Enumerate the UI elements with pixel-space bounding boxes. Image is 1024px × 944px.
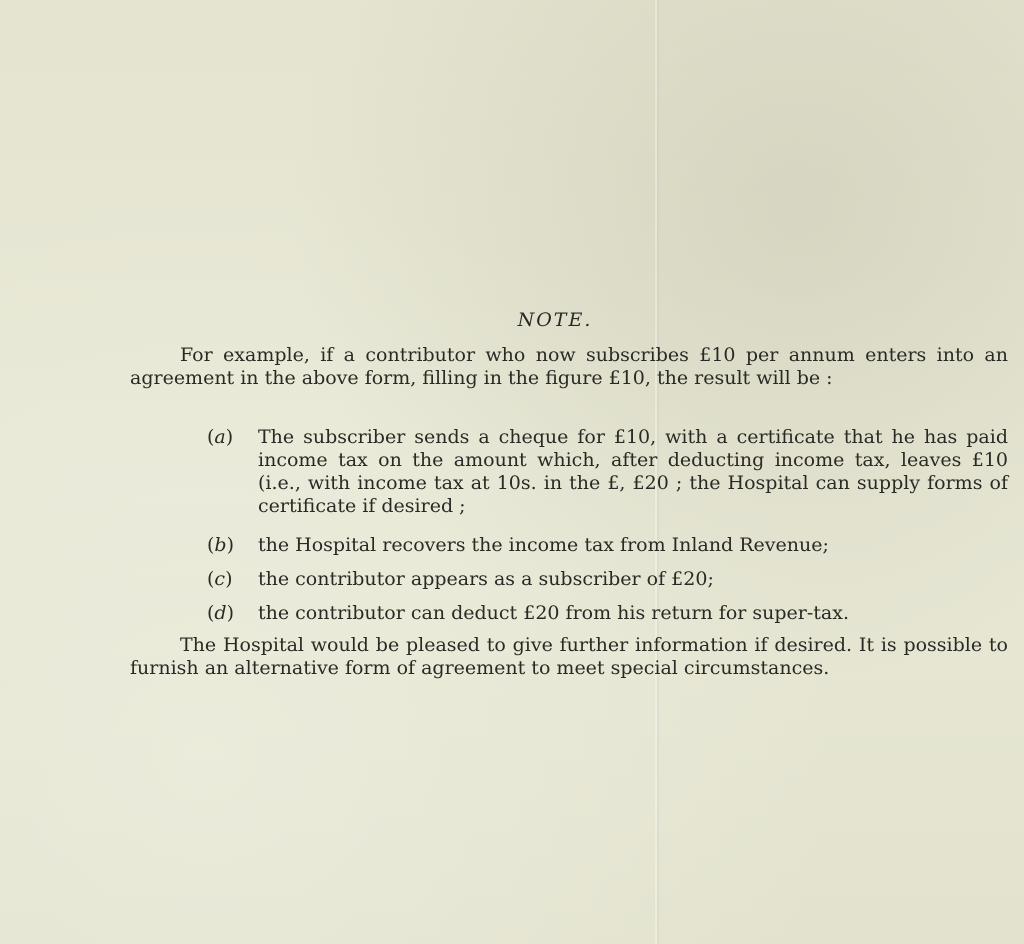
list-item-marker: (a) bbox=[207, 426, 234, 448]
list-item-marker: (d) bbox=[207, 602, 235, 624]
note-title: NOTE. bbox=[517, 309, 593, 331]
list-item-text: the contributor can deduct £20 from his return for super-tax. bbox=[258, 602, 850, 624]
list-item-text: the Hospital recovers the income tax from Inland Revenue; bbox=[258, 534, 829, 556]
list-item-b bbox=[207, 534, 1008, 557]
list-item-marker: (c) bbox=[207, 568, 233, 590]
list-item-text: the contributor appears as a subscriber of £20; bbox=[258, 568, 714, 590]
list-item-a bbox=[207, 426, 1008, 518]
list-item-marker: (b) bbox=[207, 534, 235, 556]
closing-paragraph: The Hospital would be pleased to give further information if desired. It is possible to furnish an alternative form of agreement to meet special circumstances. bbox=[130, 634, 1008, 679]
intro-paragraph: For example, if a contributor who now subscribes £10 per annum enters into an agreement in the above form, filling in the figure £10, the result will be : bbox=[130, 344, 1008, 389]
list-item-text: The subscriber sends a cheque for £10, with a certificate that he has paid income tax on the amount which, after deducting income tax, leaves £10 (i.e., with income tax at 10s. in the £, £20 ; the Hospital can supply forms of certificate if desired ; bbox=[258, 426, 1008, 517]
list-item-c bbox=[207, 568, 1008, 591]
list-item-d bbox=[207, 602, 1008, 625]
